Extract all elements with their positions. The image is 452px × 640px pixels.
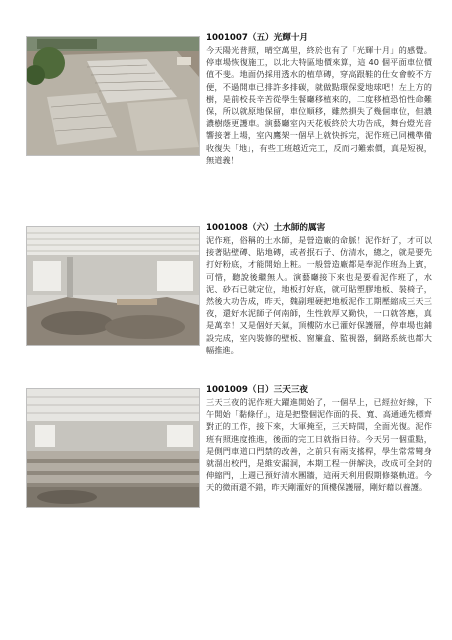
auditorium-plaster-photo [26,226,200,346]
auditorium-steps-photo-image [27,389,199,507]
diary-entry-1001007 [26,32,432,166]
entry-body: 泥作班，俗稱的土水師，是營造廠的命脈！泥作好了，才可以接著貼壁磚、貼地磚，或者抿石子、仿清水，總之，就是要先打好粉底，才能開始上粧。一般營造廠都是奉泥作班為上賓，可惜，聽說後繼無人。演藝廳接下來也是要看泥作班了，水泥、砂石已就定位，地板打好底，就可貼塑膠地板、裝椅子，然後大功告成，昨天，魏副理硬把地板泥作工期壓縮成三天三夜，還好水泥師子何南師，生性敦厚又勤快，一口就答應，真是萬幸！又是個好天氣，頂樓防水已灌好保護層，停車場也鋪設完成，室內裝修的壁板、窗簾盒、監視器，網路系統也都大幅推進。 [206,235,432,355]
parking-lot-photo [26,36,200,156]
auditorium-steps-photo [26,388,200,508]
entry-body: 三天三夜的泥作班大躍進開始了，一個早上，已經拉好線，下午開始「黏條仔」，這是把整個泥作面的長、寬、高通通先標齊對正的工作，接下來，大軍掩至，三天時間，全面光復。泥作班有照進度推進，後面的完工日就指日待。今天另一個重點，是側門車道口門禁的改善，之前只有兩支搖桿，學生常常彎身就溜出校門，是維安漏洞，本期工程一併解決，改成可全封的伸縮門，上週已預好清水團牆，這兩天利用假期修築軌道。今天的微雨還不錯，昨天剛灌好的頂樓保護層，剛好藉以養護。 [206,397,432,493]
diary-entry-1001008 [26,222,432,356]
entry-title: 1001009（日）三天三夜 [206,385,309,395]
auditorium-plaster-photo-image [27,227,199,345]
parking-lot-photo-image [27,37,199,155]
entry-title: 1001008（六）土水師的厲害 [206,223,326,233]
diary-entry-1001009 [26,384,432,510]
entry-title: 1001007（五）光輝十月 [206,33,309,43]
entry-body: 今天陽光普照，晴空萬里，終於也有了「光輝十月」的感覺。停車場恢復施工，以北大特區地價來算，這 40 個平面車位價值不斐。地面仍採用透水的植草磚，穿高跟鞋的仕女會較不方便，不過開車已排許多排碳，就做點環保愛地球吧！左上方的樹，是前校長辛苦從學生餐廳移植來的，二度移植恐怕性命難保，所以就原地保留，車位順移，雖然損失了幾個車位，但濃濃樹蔭更護車。演藝廳室內天花板終於大功告成，舞台燈光音響接著上場，室內鷹架一個早上就快拆完，泥作班已同機準備收復失「地」，有些工班越近完工，反而刁難索價，真是短視，無道義！ [206,45,432,165]
